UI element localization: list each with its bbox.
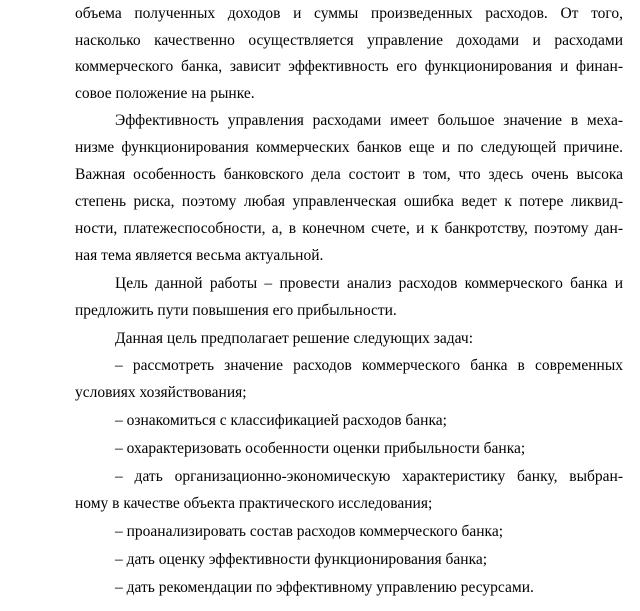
text-line: ная тема является весьма актуальной. — [75, 247, 324, 264]
list-item-line: – дать рекомендации по эффективному управлению ресурсами. — [115, 579, 534, 596]
text-line: объема полученных доходов и суммы произведенных расходов. От того, — [75, 5, 623, 22]
list-item-line: – рассмотреть значение расходов коммерческого банка в современных — [115, 357, 623, 374]
text-line: Эффективность управления расходами имеет большое значение в меха- — [115, 112, 623, 129]
text-line: коммерческого банка, зависит эффективность его функционирования и финан- — [75, 58, 623, 75]
list-item-line: ному в качестве объекта практического исследования; — [75, 495, 433, 512]
list-item-line: – проанализировать состав расходов коммерческого банка; — [115, 523, 504, 540]
text-line: степень риска, поэтому любая управленческая ошибка ведет к потере ликвид- — [75, 193, 623, 210]
list-item-line: – охарактеризовать особенности оценки прибыльности банка; — [115, 440, 526, 457]
text-line: Цель данной работы – провести анализ расходов коммерческого банка и — [115, 275, 623, 292]
text-line: совое положение на рынке. — [75, 85, 255, 102]
text-line: ности, платежеспособности, а, в конечном счете, и к банкротству, поэтому дан- — [75, 220, 623, 237]
list-item-line: – ознакомиться с классификацией расходов банка; — [115, 412, 447, 429]
text-line: Важная особенность банковского дела состоит в том, что здесь очень высока — [75, 166, 623, 183]
text-line: низме функционирования коммерческих банков еще и по следующей причине. — [75, 139, 623, 156]
text-line: Данная цель предполагает решение следующих задач: — [115, 330, 474, 347]
text-line: насколько качественно осуществляется управление доходами и расходами — [75, 32, 623, 49]
list-item-line: – дать оценку эффективности функционирования банка; — [115, 551, 488, 568]
list-item-line: – дать организационно-экономическую характеристику банку, выбран- — [115, 468, 623, 485]
list-item-line: условиях хозяйствования; — [75, 384, 247, 401]
text-line: предложить пути повышения его прибыльности. — [75, 302, 397, 319]
